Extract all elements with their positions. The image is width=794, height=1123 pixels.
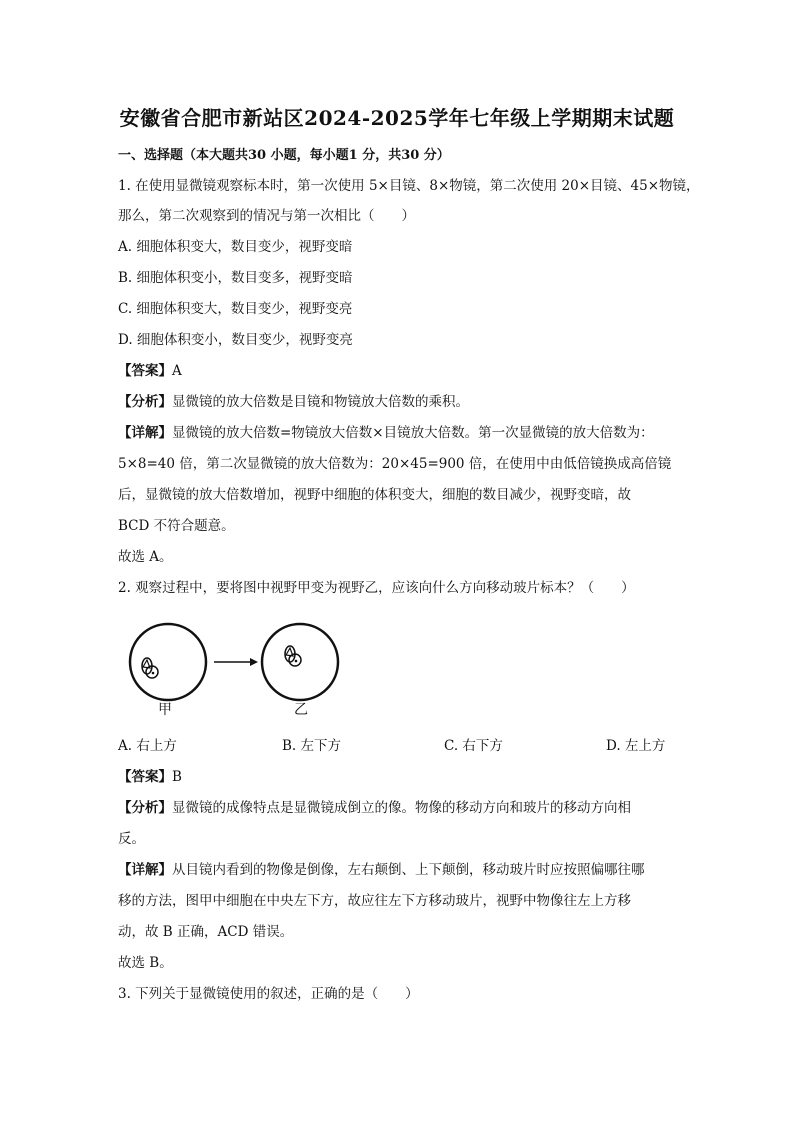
detail-text: 从目镜内看到的物像是倒像，左右颠倒、上下颠倒，移动玻片时应按照偏哪往哪 xyxy=(172,862,645,878)
q1-detail-line4: BCD 不符合题意。 xyxy=(118,518,235,534)
page-title: 安徽省合肥市新站区2024-2025学年七年级上学期期末试题 xyxy=(119,106,675,130)
cell-cluster-jia xyxy=(142,658,158,678)
analysis-tag: 【分析】 xyxy=(118,800,172,816)
q2-option-c: C. 右下方 xyxy=(444,738,503,754)
q1-detail-line1 xyxy=(118,423,654,443)
q2-analysis-line2: 反。 xyxy=(118,831,145,847)
q3-stem: 3. 下列关于显微镜使用的叙述，正确的是（ ） xyxy=(118,986,419,1002)
q2-option-b: B. 左下方 xyxy=(282,738,342,754)
q2-detail-line2: 移的方法，图甲中细胞在中央左下方，故应往左下方移动玻片，视野中物像往左上方移 xyxy=(118,893,631,909)
q1-detail-line3: 后，显微镜的放大倍数增加，视野中细胞的体积变大，细胞的数目减少，视野变暗，故 xyxy=(118,487,631,503)
q1-option-d: D. 细胞体积变小，数目变少，视野变亮 xyxy=(118,332,353,348)
q1-option-b: B. 细胞体积变小，数目变多，视野变暗 xyxy=(118,270,353,286)
analysis-text: 显微镜的放大倍数是目镜和物镜放大倍数的乘积。 xyxy=(172,394,469,410)
cell-cluster-yi xyxy=(285,646,301,666)
answer-value: A xyxy=(172,363,182,379)
detail-tag: 【详解】 xyxy=(118,862,172,878)
q2-stem: 2. 观察过程中，要将图中视野甲变为视野乙，应该向什么方向移动玻片标本？（ ） xyxy=(118,580,635,596)
q2-conclusion: 故选 B。 xyxy=(118,955,173,971)
q2-option-d: D. 左上方 xyxy=(606,738,666,754)
section-heading: 一、选择题（本大题共30 小题，每小题1 分，共30 分） xyxy=(118,148,450,163)
answer-tag: 【答案】 xyxy=(118,363,172,379)
analysis-text: 显微镜的成像特点是显微镜成倒立的像。物像的移动方向和玻片的移动方向相 xyxy=(172,800,631,816)
q1-stem-line2: 那么，第二次观察到的情况与第一次相比（ ） xyxy=(118,208,415,224)
microscope-field-figure xyxy=(118,612,358,722)
q1-stem-line1: 1. 在使用显微镜观察标本时，第一次使用 5×目镜、8×物镜，第二次使用 20×目镜、45×物镜， xyxy=(118,178,700,194)
q2-option-a: A. 右上方 xyxy=(118,738,177,754)
q1-option-a: A. 细胞体积变大，数目变少，视野变暗 xyxy=(118,239,353,255)
figure-label-jia: 甲 xyxy=(158,702,172,718)
field-diagram xyxy=(118,612,358,722)
figure-label-yi: 乙 xyxy=(294,702,308,718)
answer-tag: 【答案】 xyxy=(118,769,172,785)
analysis-tag: 【分析】 xyxy=(118,394,172,410)
answer-value: B xyxy=(172,769,182,785)
q1-option-c: C. 细胞体积变大，数目变少，视野变亮 xyxy=(118,301,353,317)
q2-detail-line3: 动，故 B 正确，ACD 错误。 xyxy=(118,924,294,940)
detail-text: 显微镜的放大倍数=物镜放大倍数×目镜放大倍数。第一次显微镜的放大倍数为： xyxy=(172,425,654,441)
q1-answer xyxy=(118,361,182,381)
q1-conclusion: 故选 A。 xyxy=(118,549,173,565)
q2-analysis-line1 xyxy=(118,798,631,818)
arrow-head xyxy=(250,658,258,666)
q1-analysis xyxy=(118,392,469,412)
detail-tag: 【详解】 xyxy=(118,425,172,441)
q1-detail-line2: 5×8=40 倍，第二次显微镜的放大倍数为：20×45=900 倍，在使用中由低倍镜换成高倍镜 xyxy=(118,456,672,472)
q2-answer xyxy=(118,767,182,787)
q2-detail-line1 xyxy=(118,860,645,880)
field-jia-circle xyxy=(130,624,206,700)
